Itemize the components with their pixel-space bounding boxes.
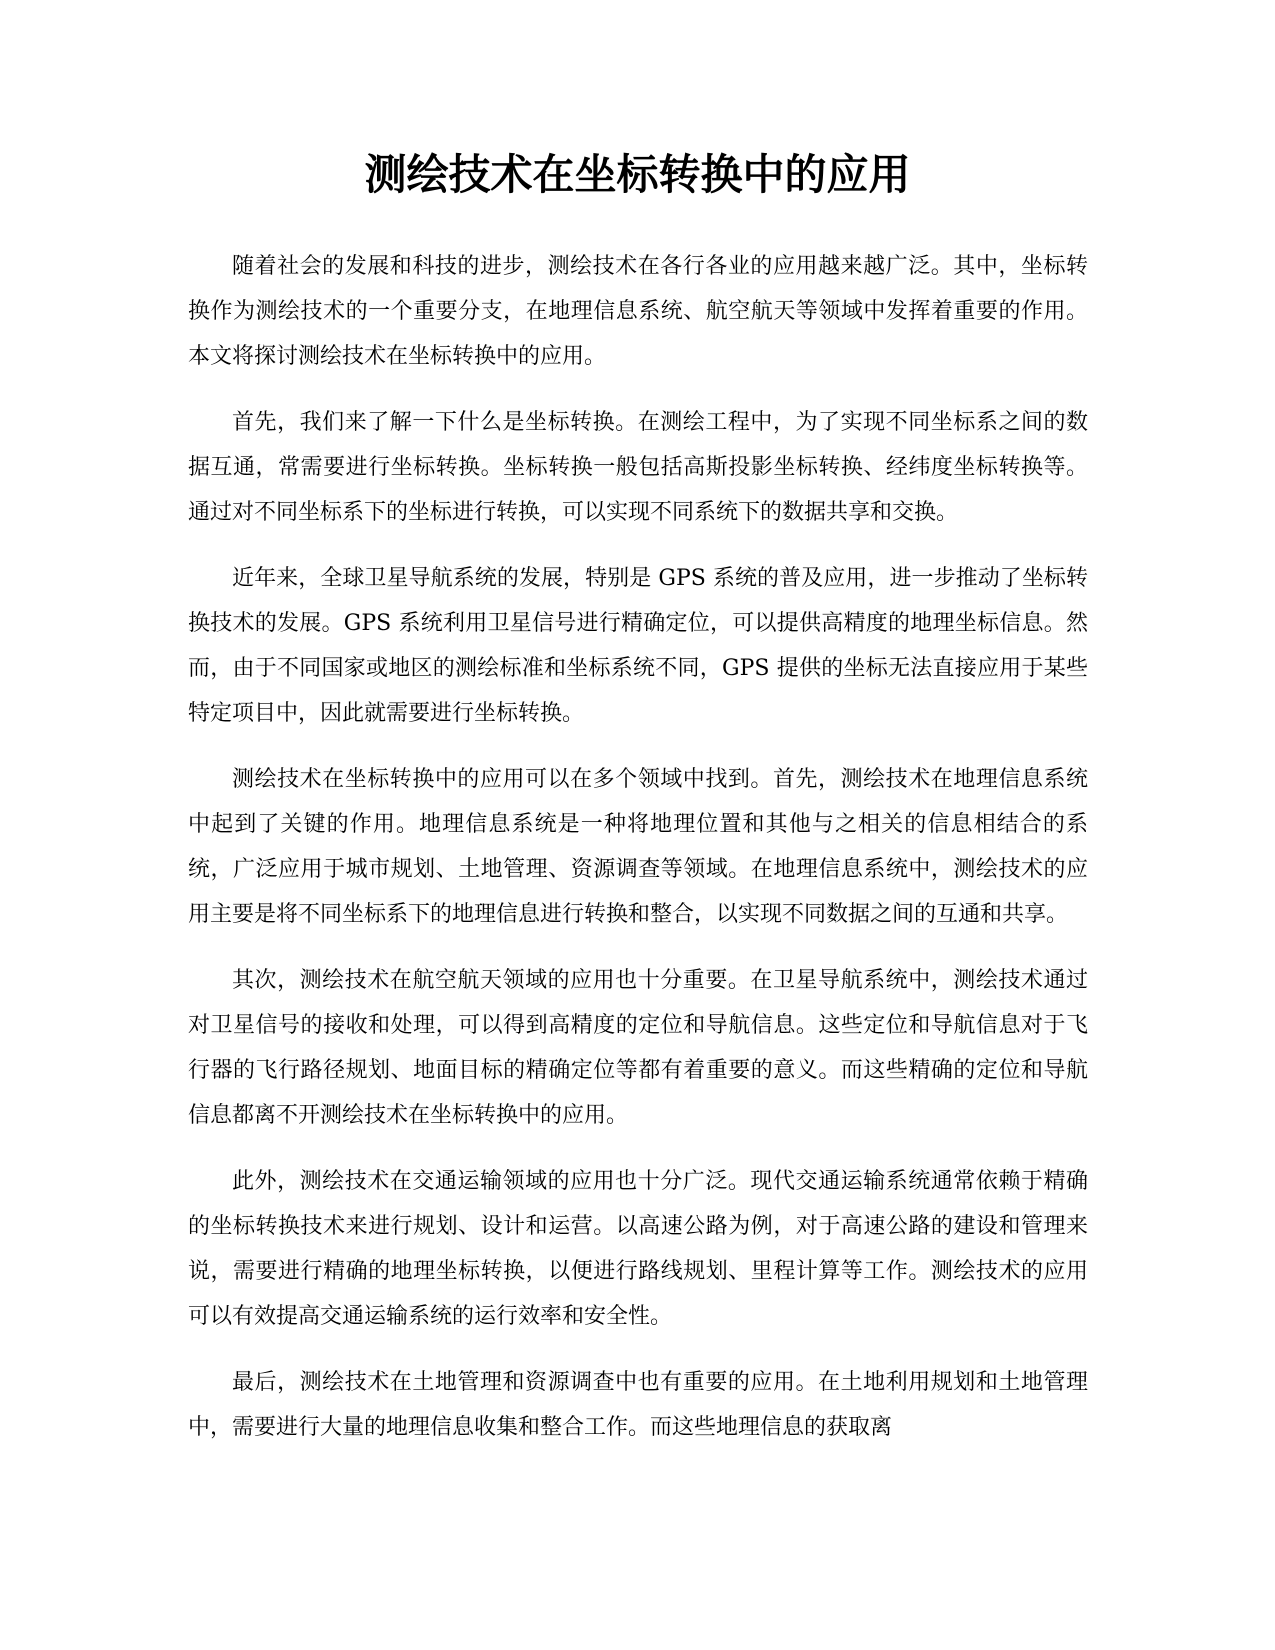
paragraph: 随着社会的发展和科技的进步，测绘技术在各行各业的应用越来越广泛。其中，坐标转换作为测绘技术的一个重要分支，在地理信息系统、航空航天等领域中发挥着重要的作用。本文将探讨测绘技术在坐标转换中的应用。 <box>188 254 1088 369</box>
paragraph: 测绘技术在坐标转换中的应用可以在多个领域中找到。首先，测绘技术在地理信息系统中起到了关键的作用。地理信息系统是一种将地理位置和其他与之相关的信息相结合的系统，广泛应用于城市规划、土地管理、资源调查等领域。在地理信息系统中，测绘技术的应用主要是将不同坐标系下的地理信息进行转换和整合，以实现不同数据之间的互通和共享。 <box>188 767 1088 927</box>
document-title: 测绘技术在坐标转换中的应用 <box>364 150 911 199</box>
paragraph: 近年来，全球卫星导航系统的发展，特别是 GPS 系统的普及应用，进一步推动了坐标转换技术的发展。GPS 系统利用卫星信号进行精确定位，可以提供高精度的地理坐标信息。然而，由于不同国家或地区的测绘标准和坐标系统不同，GPS 提供的坐标无法直接应用于某些特定项目中，因此就需要进行坐标转换。 <box>188 566 1088 726</box>
document-body <box>188 244 1088 1471</box>
paragraph: 此外，测绘技术在交通运输领域的应用也十分广泛。现代交通运输系统通常依赖于精确的坐标转换技术来进行规划、设计和运营。以高速公路为例，对于高速公路的建设和管理来说，需要进行精确的地理坐标转换，以便进行路线规划、里程计算等工作。测绘技术的应用可以有效提高交通运输系统的运行效率和安全性。 <box>188 1169 1088 1329</box>
paragraph: 其次，测绘技术在航空航天领域的应用也十分重要。在卫星导航系统中，测绘技术通过对卫星信号的接收和处理，可以得到高精度的定位和导航信息。这些定位和导航信息对于飞行器的飞行路径规划、地面目标的精确定位等都有着重要的意义。而这些精确的定位和导航信息都离不开测绘技术在坐标转换中的应用。 <box>188 968 1088 1128</box>
paragraph: 首先，我们来了解一下什么是坐标转换。在测绘工程中，为了实现不同坐标系之间的数据互通，常需要进行坐标转换。坐标转换一般包括高斯投影坐标转换、经纬度坐标转换等。通过对不同坐标系下的坐标进行转换，可以实现不同系统下的数据共享和交换。 <box>188 410 1088 525</box>
paragraph: 最后，测绘技术在土地管理和资源调查中也有重要的应用。在土地利用规划和土地管理中，需要进行大量的地理信息收集和整合工作。而这些地理信息的获取离 <box>188 1370 1088 1440</box>
